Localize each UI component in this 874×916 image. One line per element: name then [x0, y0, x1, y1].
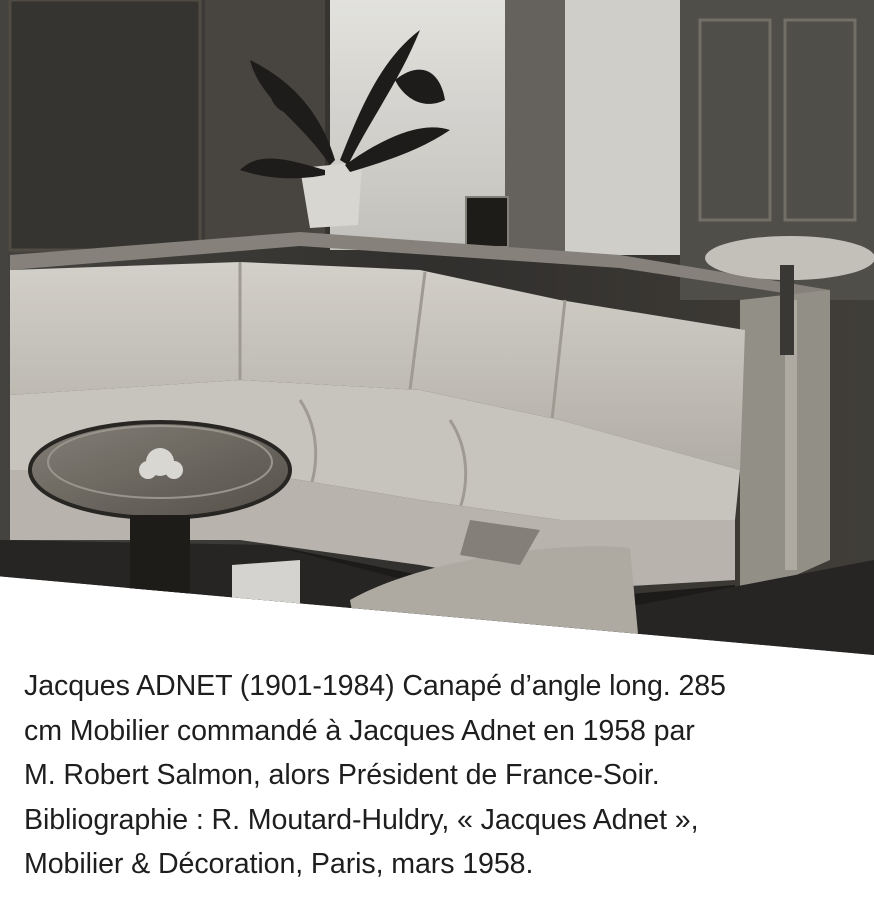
caption-line: Mobilier & Décoration, Paris, mars 1958. [24, 848, 534, 880]
caption-line: M. Robert Salmon, alors Président de France-Soir. [24, 759, 660, 791]
caption-line: Bibliographie : R. Moutard-Huldry, « Jacques Adnet », [24, 803, 699, 836]
caption-line: cm Mobilier commandé à Jacques Adnet en 1958 par [24, 714, 695, 747]
caption-line: Jacques ADNET (1901-1984) Canapé d’angle long. 285 [24, 670, 726, 702]
caption-text [24, 664, 859, 887]
